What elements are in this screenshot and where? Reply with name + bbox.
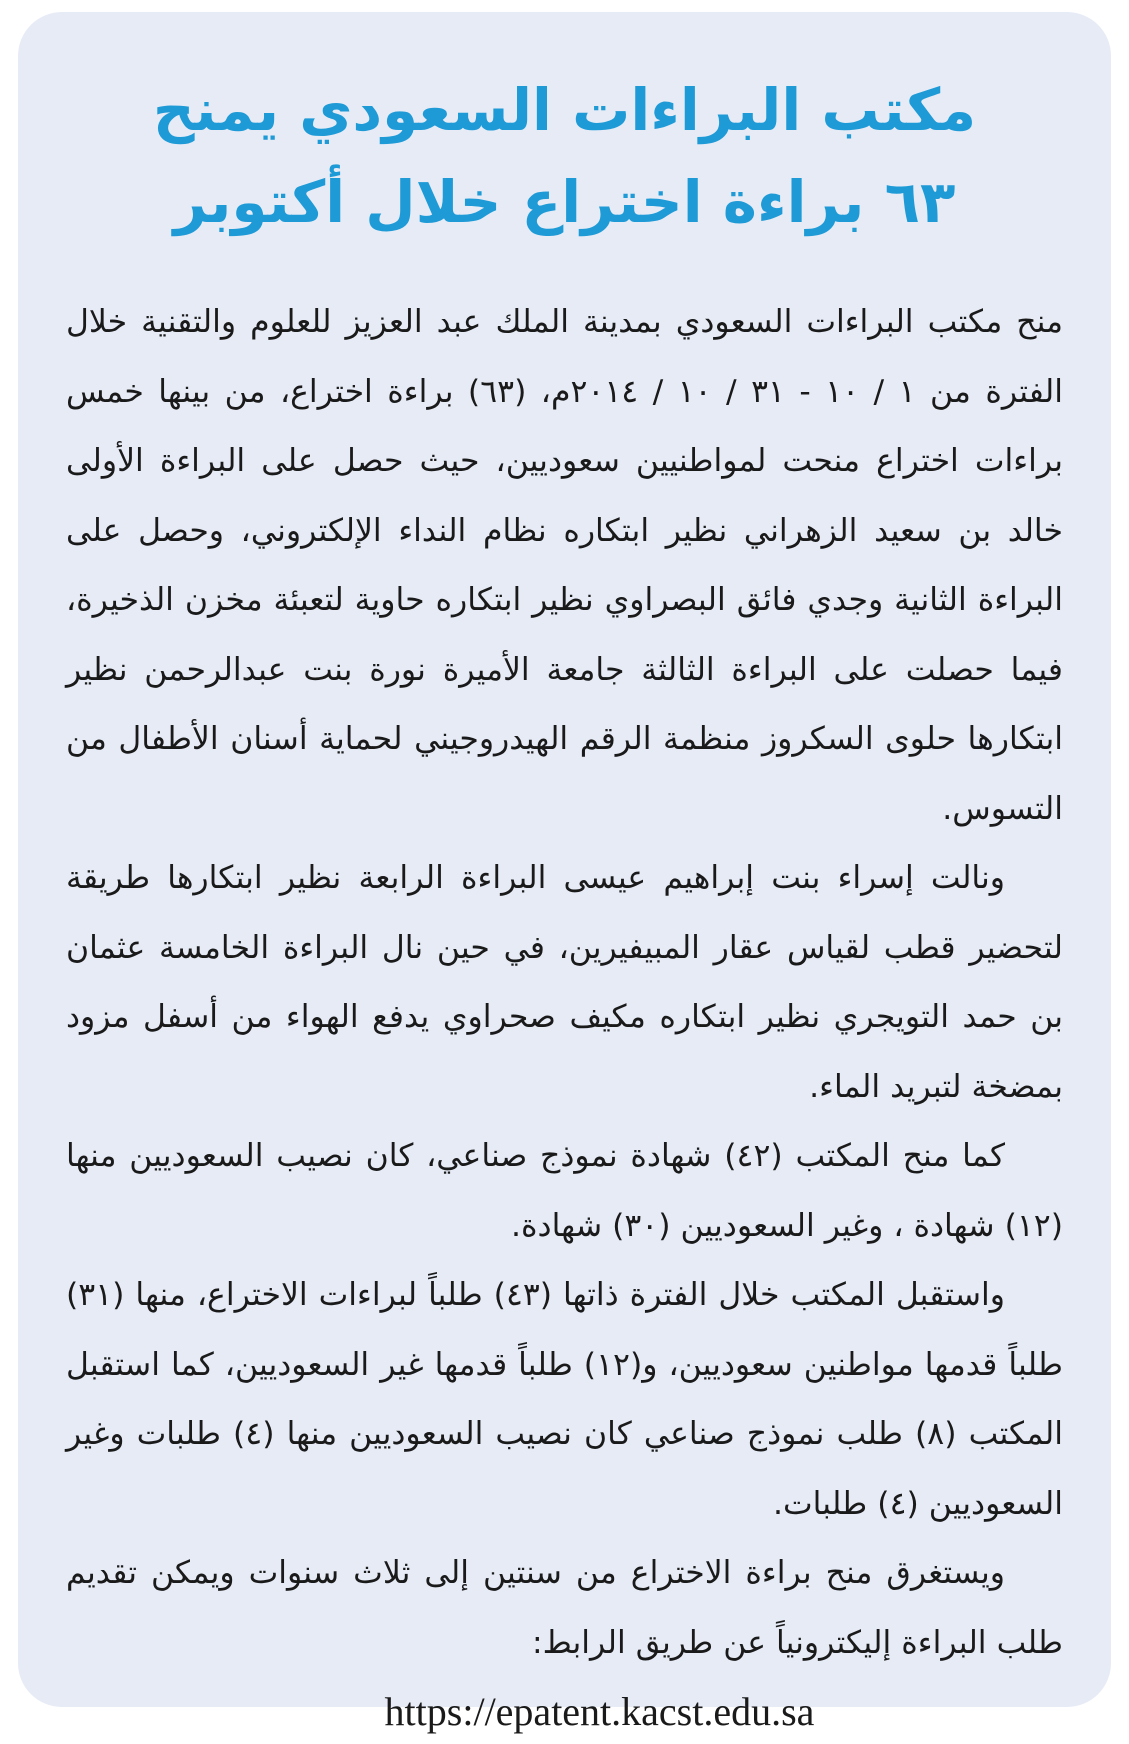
paragraph-5: ويستغرق منح براءة الاختراع من سنتين إلى ثلاث سنوات ويمكن تقديم طلب البراءة إليكترونياً عن طريق الرابط: xyxy=(66,1555,1063,1661)
paragraph-4: واستقبل المكتب خلال الفترة ذاتها (٤٣) طلباً لبراءات الاختراع، منها (٣١) طلباً قدمها مواطنين سعوديين، و(١٢) طلباً قدمها غير السعوديين، كما استقبل المكتب (٨) طلب نموذج صناعي كان نصيب السعوديين منها (٤) طلبات وغير السعوديين (٤) طلبات. xyxy=(66,1277,1063,1522)
paragraph-2: ونالت إسراء بنت إبراهيم عيسى البراءة الرابعة نظير ابتكارها طريقة لتحضير قطب لقياس عقار المبيفيرين، في حين نال البراءة الخامسة عثمان بن حمد التويجري نظير ابتكاره مكيف صحراوي يدفع الهواء من أسفل مزود بمضخة لتبريد الماء. xyxy=(66,860,1063,1105)
title-line-2: ٦٣ براءة اختراع خلال أكتوبر xyxy=(173,168,956,236)
article-title xyxy=(66,64,1063,248)
article-card xyxy=(18,12,1111,1734)
epatent-link[interactable]: https://epatent.kacst.edu.sa xyxy=(384,1689,815,1734)
title-line-1: مكتب البراءات السعودي يمنح xyxy=(152,76,977,144)
paragraph-3: كما منح المكتب (٤٢) شهادة نموذج صناعي، كان نصيب السعوديين منها (١٢) شهادة ، وغير السعوديين (٣٠) شهادة. xyxy=(66,1138,1063,1244)
paragraph-1: منح مكتب البراءات السعودي بمدينة الملك عبد العزيز للعلوم والتقنية خلال الفترة من ١ / ١٠ - ٣١ / ١٠ / ٢٠١٤م، (٦٣) براءة اختراع، من بينها خمس براءات اختراع منحت لمواطنيين سعوديين، حيث حصل على البراءة الأولى خالد بن سعيد الزهراني نظير ابتكاره نظام النداء الإلكتروني، وحصل على البراءة الثانية وجدي فائق البصراوي نظير ابتكاره حاوية لتعبئة مخزن الذخيرة، فيما حصلت على البراءة الثالثة جامعة الأميرة نورة بنت عبدالرحمن نظير ابتكارها حلوى السكروز منظمة الرقم الهيدروجيني لحماية أسنان الأطفال من التسوس. xyxy=(66,304,1064,827)
